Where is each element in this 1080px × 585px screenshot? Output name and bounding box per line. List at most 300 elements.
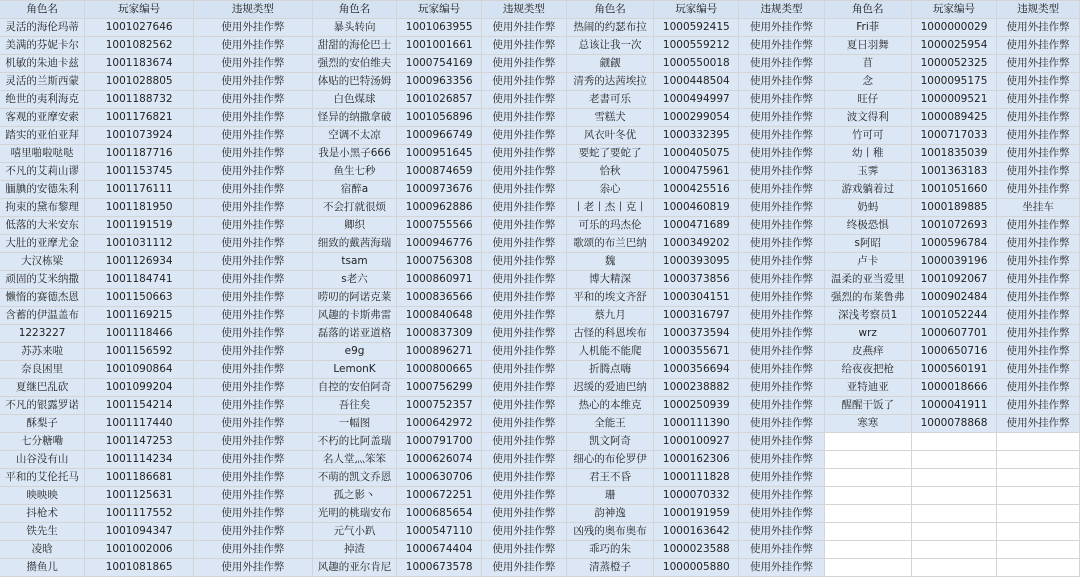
cell-player-id[interactable]: 1001026857	[397, 91, 482, 109]
cell-player-id[interactable]: 1000460819	[654, 199, 739, 217]
cell-role-name[interactable]: 一幅图	[312, 415, 397, 433]
cell-violation-type[interactable]: 使用外挂作弊	[739, 289, 825, 307]
cell-role-name[interactable]: 觎觎	[566, 55, 654, 73]
cell-role-name[interactable]: 客观的亚摩安索	[0, 109, 85, 127]
cell-role-name[interactable]: 光明的桃瑞安布	[312, 505, 397, 523]
cell-player-id[interactable]: 1000425516	[654, 181, 739, 199]
cell-violation-type[interactable]: 使用外挂作弊	[482, 19, 567, 37]
cell-role-name[interactable]: 波文得利	[824, 109, 911, 127]
cell-player-id[interactable]	[911, 469, 997, 487]
cell-player-id[interactable]: 1001056896	[397, 109, 482, 127]
cell-player-id[interactable]: 1000685654	[397, 505, 482, 523]
cell-player-id[interactable]: 1001117440	[85, 415, 194, 433]
cell-role-name[interactable]: 不萌的凯文乔恩	[312, 469, 397, 487]
cell-role-name[interactable]: 深浅考察员1	[824, 307, 911, 325]
cell-role-name[interactable]: 旺仔	[824, 91, 911, 109]
cell-player-id[interactable]: 1001072693	[911, 217, 997, 235]
cell-player-id[interactable]: 1000547110	[397, 523, 482, 541]
cell-violation-type[interactable]: 使用外挂作弊	[194, 145, 313, 163]
cell-violation-type[interactable]: 使用外挂作弊	[482, 451, 567, 469]
cell-player-id[interactable]: 1000005880	[654, 559, 739, 577]
cell-violation-type[interactable]: 使用外挂作弊	[739, 163, 825, 181]
cell-player-id[interactable]: 1001126934	[85, 253, 194, 271]
cell-player-id[interactable]: 1000111390	[654, 415, 739, 433]
cell-violation-type[interactable]: 使用外挂作弊	[482, 559, 567, 577]
cell-role-name[interactable]: 给夜夜把枪	[824, 361, 911, 379]
cell-violation-type[interactable]: 使用外挂作弊	[997, 325, 1080, 343]
cell-player-id[interactable]: 1000754169	[397, 55, 482, 73]
cell-player-id[interactable]: 1000550018	[654, 55, 739, 73]
cell-player-id[interactable]: 1000041911	[911, 397, 997, 415]
column-header-violation-type-2[interactable]: 违规类型	[482, 1, 567, 19]
cell-violation-type[interactable]: 使用外挂作弊	[997, 181, 1080, 199]
cell-violation-type[interactable]: 使用外挂作弊	[482, 307, 567, 325]
cell-player-id[interactable]	[911, 505, 997, 523]
cell-violation-type[interactable]: 使用外挂作弊	[739, 325, 825, 343]
column-header-violation-type-4[interactable]: 违规类型	[997, 1, 1080, 19]
cell-player-id[interactable]: 1000951645	[397, 145, 482, 163]
cell-role-name[interactable]: 风趣的亚尔肯尼	[312, 559, 397, 577]
cell-violation-type[interactable]: 使用外挂作弊	[194, 181, 313, 199]
cell-violation-type[interactable]: 使用外挂作弊	[482, 415, 567, 433]
cell-violation-type[interactable]: 使用外挂作弊	[739, 271, 825, 289]
cell-role-name[interactable]: 鱼生七秒	[312, 163, 397, 181]
cell-violation-type[interactable]: 使用外挂作弊	[739, 487, 825, 505]
cell-role-name[interactable]: 拘束的黛布黎理	[0, 199, 85, 217]
cell-player-id[interactable]: 1001176821	[85, 109, 194, 127]
cell-role-name[interactable]: 热心的本维克	[566, 397, 654, 415]
cell-player-id[interactable]: 1001090864	[85, 361, 194, 379]
cell-violation-type[interactable]: 使用外挂作弊	[194, 523, 313, 541]
cell-role-name[interactable]: 老書可乐	[566, 91, 654, 109]
cell-player-id[interactable]: 1000100927	[654, 433, 739, 451]
cell-player-id[interactable]: 1001073924	[85, 127, 194, 145]
cell-player-id[interactable]: 1000756299	[397, 379, 482, 397]
cell-role-name[interactable]: 奈良困里	[0, 361, 85, 379]
cell-violation-type[interactable]: 使用外挂作弊	[482, 145, 567, 163]
cell-violation-type[interactable]: 使用外挂作弊	[482, 181, 567, 199]
cell-violation-type[interactable]: 使用外挂作弊	[194, 379, 313, 397]
cell-role-name[interactable]: 铁先生	[0, 523, 85, 541]
cell-player-id[interactable]: 1000592415	[654, 19, 739, 37]
cell-violation-type[interactable]: 使用外挂作弊	[997, 109, 1080, 127]
cell-violation-type[interactable]: 使用外挂作弊	[194, 487, 313, 505]
cell-role-name[interactable]: 磊落的诺亚道格	[312, 325, 397, 343]
cell-role-name[interactable]: 珊	[566, 487, 654, 505]
cell-role-name[interactable]: 平和的埃文齐舒	[566, 289, 654, 307]
cell-player-id[interactable]: 1001117552	[85, 505, 194, 523]
cell-player-id[interactable]: 1001081865	[85, 559, 194, 577]
cell-player-id[interactable]: 1000191959	[654, 505, 739, 523]
cell-violation-type[interactable]: 使用外挂作弊	[739, 19, 825, 37]
cell-player-id[interactable]: 1000860971	[397, 271, 482, 289]
cell-violation-type[interactable]: 使用外挂作弊	[482, 289, 567, 307]
cell-role-name[interactable]: 韵神逸	[566, 505, 654, 523]
cell-role-name[interactable]: 奶蚂	[824, 199, 911, 217]
column-header-player-id-1[interactable]: 玩家编号	[85, 1, 194, 19]
cell-role-name[interactable]: 1223227	[0, 325, 85, 343]
cell-player-id[interactable]: 1001063955	[397, 19, 482, 37]
cell-role-name[interactable]: 温柔的亚当爱里	[824, 271, 911, 289]
cell-violation-type[interactable]: 使用外挂作弊	[739, 91, 825, 109]
column-header-role-name-3[interactable]: 角色名	[566, 1, 654, 19]
cell-player-id[interactable]: 1001147253	[85, 433, 194, 451]
cell-violation-type[interactable]: 使用外挂作弊	[739, 433, 825, 451]
cell-player-id[interactable]: 1000966749	[397, 127, 482, 145]
cell-violation-type[interactable]: 使用外挂作弊	[482, 433, 567, 451]
cell-role-name[interactable]: 七分糖嘞	[0, 433, 85, 451]
cell-role-name[interactable]: 凯文阿奇	[566, 433, 654, 451]
cell-violation-type[interactable]: 使用外挂作弊	[739, 109, 825, 127]
cell-role-name[interactable]	[824, 505, 911, 523]
cell-violation-type[interactable]: 使用外挂作弊	[482, 379, 567, 397]
cell-violation-type[interactable]: 使用外挂作弊	[482, 523, 567, 541]
cell-violation-type[interactable]: 使用外挂作弊	[739, 253, 825, 271]
cell-role-name[interactable]: 大汉栋梁	[0, 253, 85, 271]
cell-player-id[interactable]: 1001150663	[85, 289, 194, 307]
cell-role-name[interactable]: 大肚的亚摩尤金	[0, 235, 85, 253]
cell-player-id[interactable]	[911, 541, 997, 559]
cell-player-id[interactable]: 1001169215	[85, 307, 194, 325]
cell-player-id[interactable]: 1001099204	[85, 379, 194, 397]
cell-player-id[interactable]: 1001191519	[85, 217, 194, 235]
cell-role-name[interactable]: 灵活的海伦玛蒂	[0, 19, 85, 37]
cell-violation-type[interactable]: 使用外挂作弊	[482, 487, 567, 505]
cell-violation-type[interactable]: 使用外挂作弊	[482, 91, 567, 109]
cell-player-id[interactable]: 1001094347	[85, 523, 194, 541]
cell-role-name[interactable]: 游戏躺着过	[824, 181, 911, 199]
cell-player-id[interactable]: 1000963356	[397, 73, 482, 91]
cell-role-name[interactable]: 折腾点嗨	[566, 361, 654, 379]
cell-player-id[interactable]: 1000756308	[397, 253, 482, 271]
cell-violation-type[interactable]: 使用外挂作弊	[997, 361, 1080, 379]
cell-role-name[interactable]: 风趣的卡斯弗雷	[312, 307, 397, 325]
cell-role-name[interactable]: 歌颂的布兰巴纳	[566, 235, 654, 253]
cell-role-name[interactable]: 夏日羽舞	[824, 37, 911, 55]
cell-violation-type[interactable]: 使用外挂作弊	[739, 235, 825, 253]
cell-role-name[interactable]: 古怪的科恩埃布	[566, 325, 654, 343]
cell-role-name[interactable]: 山谷没有山	[0, 451, 85, 469]
cell-role-name[interactable]: 名人堂灬笨笨	[312, 451, 397, 469]
cell-violation-type[interactable]: 使用外挂作弊	[997, 55, 1080, 73]
cell-violation-type[interactable]: 使用外挂作弊	[482, 505, 567, 523]
cell-player-id[interactable]: 1001183674	[85, 55, 194, 73]
cell-violation-type[interactable]: 使用外挂作弊	[194, 451, 313, 469]
cell-role-name[interactable]: 终极恐惧	[824, 217, 911, 235]
cell-violation-type[interactable]	[997, 559, 1080, 577]
cell-role-name[interactable]: 丨老丨杰丨克丨	[566, 199, 654, 217]
cell-violation-type[interactable]: 使用外挂作弊	[194, 37, 313, 55]
cell-role-name[interactable]: 恰秋	[566, 163, 654, 181]
cell-violation-type[interactable]: 使用外挂作弊	[739, 199, 825, 217]
cell-role-name[interactable]	[824, 487, 911, 505]
cell-violation-type[interactable]: 使用外挂作弊	[482, 199, 567, 217]
cell-player-id[interactable]	[911, 523, 997, 541]
cell-player-id[interactable]: 1000800665	[397, 361, 482, 379]
cell-violation-type[interactable]	[997, 469, 1080, 487]
cell-role-name[interactable]: 不凡的银露罗诺	[0, 397, 85, 415]
cell-player-id[interactable]: 1000837309	[397, 325, 482, 343]
cell-role-name[interactable]: 竹可可	[824, 127, 911, 145]
cell-player-id[interactable]: 1000095175	[911, 73, 997, 91]
cell-player-id[interactable]: 1000373856	[654, 271, 739, 289]
cell-role-name[interactable]	[824, 559, 911, 577]
cell-role-name[interactable]: 懒惰的赛德杰恩	[0, 289, 85, 307]
cell-role-name[interactable]	[824, 541, 911, 559]
cell-role-name[interactable]: 机敏的朱迪卡兹	[0, 55, 85, 73]
cell-role-name[interactable]: 尜心	[566, 181, 654, 199]
cell-violation-type[interactable]: 使用外挂作弊	[482, 397, 567, 415]
column-header-player-id-2[interactable]: 玩家编号	[397, 1, 482, 19]
cell-role-name[interactable]: 玉霁	[824, 163, 911, 181]
cell-role-name[interactable]: 平和的艾伦托马	[0, 469, 85, 487]
column-header-role-name-1[interactable]: 角色名	[0, 1, 85, 19]
cell-role-name[interactable]: 顽固的艾米纳撒	[0, 271, 85, 289]
cell-violation-type[interactable]: 使用外挂作弊	[194, 55, 313, 73]
cell-player-id[interactable]: 1000111828	[654, 469, 739, 487]
cell-violation-type[interactable]: 使用外挂作弊	[482, 325, 567, 343]
cell-violation-type[interactable]: 使用外挂作弊	[194, 109, 313, 127]
cell-player-id[interactable]: 1000332395	[654, 127, 739, 145]
cell-violation-type[interactable]: 使用外挂作弊	[194, 217, 313, 235]
cell-player-id[interactable]: 1001001661	[397, 37, 482, 55]
cell-player-id[interactable]: 1000630706	[397, 469, 482, 487]
cell-player-id[interactable]: 1001181950	[85, 199, 194, 217]
cell-role-name[interactable]: Fri菲	[824, 19, 911, 37]
cell-role-name[interactable]: 幼丨稚	[824, 145, 911, 163]
cell-role-name[interactable]: 嘻里啪啦哒哒	[0, 145, 85, 163]
cell-player-id[interactable]: 1000405075	[654, 145, 739, 163]
cell-role-name[interactable]: 总该让我一次	[566, 37, 654, 55]
cell-role-name[interactable]: 清秀的达茜埃拉	[566, 73, 654, 91]
cell-violation-type[interactable]: 使用外挂作弊	[739, 523, 825, 541]
cell-role-name[interactable]: 皮燕痒	[824, 343, 911, 361]
cell-violation-type[interactable]: 使用外挂作弊	[194, 433, 313, 451]
cell-violation-type[interactable]: 使用外挂作弊	[997, 235, 1080, 253]
cell-player-id[interactable]: 1000000029	[911, 19, 997, 37]
cell-violation-type[interactable]	[997, 451, 1080, 469]
cell-player-id[interactable]: 1000189885	[911, 199, 997, 217]
cell-violation-type[interactable]: 使用外挂作弊	[194, 505, 313, 523]
cell-violation-type[interactable]: 使用外挂作弊	[997, 343, 1080, 361]
cell-player-id[interactable]: 1000673578	[397, 559, 482, 577]
cell-role-name[interactable]: 绝世的夷利海克	[0, 91, 85, 109]
cell-player-id[interactable]	[911, 487, 997, 505]
cell-player-id[interactable]: 1000475961	[654, 163, 739, 181]
cell-violation-type[interactable]: 使用外挂作弊	[997, 127, 1080, 145]
cell-violation-type[interactable]: 使用外挂作弊	[194, 127, 313, 145]
cell-player-id[interactable]: 1000596784	[911, 235, 997, 253]
cell-player-id[interactable]: 1000962886	[397, 199, 482, 217]
cell-player-id[interactable]: 1000973676	[397, 181, 482, 199]
cell-role-name[interactable]: 可乐的玛杰伦	[566, 217, 654, 235]
cell-violation-type[interactable]: 坐挂车	[997, 199, 1080, 217]
cell-violation-type[interactable]: 使用外挂作弊	[739, 145, 825, 163]
cell-role-name[interactable]: s老六	[312, 271, 397, 289]
cell-role-name[interactable]: 苜	[824, 55, 911, 73]
cell-role-name[interactable]: 怪异的纳撒拿破	[312, 109, 397, 127]
cell-role-name[interactable]: 元气小趴	[312, 523, 397, 541]
cell-violation-type[interactable]: 使用外挂作弊	[997, 91, 1080, 109]
cell-player-id[interactable]: 1000560191	[911, 361, 997, 379]
cell-violation-type[interactable]: 使用外挂作弊	[997, 145, 1080, 163]
cell-role-name[interactable]: 含蓄的伊温盖布	[0, 307, 85, 325]
cell-role-name[interactable]: 雪糕犬	[566, 109, 654, 127]
cell-violation-type[interactable]: 使用外挂作弊	[482, 109, 567, 127]
column-header-violation-type-3[interactable]: 违规类型	[739, 1, 825, 19]
cell-player-id[interactable]: 1000078868	[911, 415, 997, 433]
cell-violation-type[interactable]: 使用外挂作弊	[482, 37, 567, 55]
cell-player-id[interactable]: 1000717033	[911, 127, 997, 145]
cell-violation-type[interactable]: 使用外挂作弊	[997, 289, 1080, 307]
cell-role-name[interactable]: 攒鱼儿	[0, 559, 85, 577]
cell-violation-type[interactable]: 使用外挂作弊	[482, 469, 567, 487]
cell-role-name[interactable]: 君王不昏	[566, 469, 654, 487]
cell-role-name[interactable]: 空调不太凉	[312, 127, 397, 145]
cell-violation-type[interactable]: 使用外挂作弊	[482, 55, 567, 73]
cell-role-name[interactable]: 不凡的艾莉山谬	[0, 163, 85, 181]
cell-player-id[interactable]: 1000052325	[911, 55, 997, 73]
cell-violation-type[interactable]: 使用外挂作弊	[482, 235, 567, 253]
cell-violation-type[interactable]: 使用外挂作弊	[482, 127, 567, 145]
cell-player-id[interactable]: 1000672251	[397, 487, 482, 505]
cell-violation-type[interactable]: 使用外挂作弊	[997, 37, 1080, 55]
cell-violation-type[interactable]: 使用外挂作弊	[739, 307, 825, 325]
cell-role-name[interactable]: 不朽的比阿盖瑞	[312, 433, 397, 451]
cell-violation-type[interactable]	[997, 433, 1080, 451]
cell-violation-type[interactable]: 使用外挂作弊	[194, 19, 313, 37]
cell-role-name[interactable]: 凶残的奥布奥布	[566, 523, 654, 541]
cell-role-name[interactable]: e9g	[312, 343, 397, 361]
cell-violation-type[interactable]: 使用外挂作弊	[997, 19, 1080, 37]
cell-violation-type[interactable]: 使用外挂作弊	[482, 361, 567, 379]
column-header-player-id-3[interactable]: 玩家编号	[654, 1, 739, 19]
cell-role-name[interactable]: 清蒸橙子	[566, 559, 654, 577]
cell-violation-type[interactable]	[997, 523, 1080, 541]
cell-violation-type[interactable]: 使用外挂作弊	[194, 289, 313, 307]
cell-violation-type[interactable]: 使用外挂作弊	[482, 217, 567, 235]
cell-role-name[interactable]: 强烈的布莱鲁弗	[824, 289, 911, 307]
cell-role-name[interactable]: 美满的芬妮卡尔	[0, 37, 85, 55]
cell-player-id[interactable]: 1001092067	[911, 271, 997, 289]
cell-role-name[interactable]: 夏继巴乱砍	[0, 379, 85, 397]
cell-violation-type[interactable]: 使用外挂作弊	[739, 451, 825, 469]
cell-role-name[interactable]: 博大精深	[566, 271, 654, 289]
cell-violation-type[interactable]: 使用外挂作弊	[739, 55, 825, 73]
cell-player-id[interactable]: 1000840648	[397, 307, 482, 325]
cell-role-name[interactable]: 人机能不能爬	[566, 343, 654, 361]
cell-player-id[interactable]	[911, 559, 997, 577]
column-header-player-id-4[interactable]: 玩家编号	[911, 1, 997, 19]
cell-violation-type[interactable]: 使用外挂作弊	[194, 541, 313, 559]
cell-player-id[interactable]: 1000162306	[654, 451, 739, 469]
cell-player-id[interactable]: 1001027646	[85, 19, 194, 37]
cell-role-name[interactable]: 念	[824, 73, 911, 91]
cell-violation-type[interactable]: 使用外挂作弊	[739, 379, 825, 397]
cell-player-id[interactable]: 1000355671	[654, 343, 739, 361]
cell-player-id[interactable]: 1000674404	[397, 541, 482, 559]
cell-role-name[interactable]: 白色煤球	[312, 91, 397, 109]
cell-player-id[interactable]: 1000039196	[911, 253, 997, 271]
cell-player-id[interactable]: 1001154214	[85, 397, 194, 415]
cell-violation-type[interactable]	[997, 505, 1080, 523]
cell-role-name[interactable]: 宿醉a	[312, 181, 397, 199]
cell-role-name[interactable]	[824, 433, 911, 451]
cell-role-name[interactable]: 低落的大米安东	[0, 217, 85, 235]
cell-role-name[interactable]: 我是小黑子666	[312, 145, 397, 163]
cell-role-name[interactable]: 苏苏来啦	[0, 343, 85, 361]
cell-violation-type[interactable]: 使用外挂作弊	[997, 163, 1080, 181]
cell-player-id[interactable]: 1001186681	[85, 469, 194, 487]
column-header-violation-type-1[interactable]: 违规类型	[194, 1, 313, 19]
cell-violation-type[interactable]: 使用外挂作弊	[997, 397, 1080, 415]
cell-role-name[interactable]: LemonK	[312, 361, 397, 379]
cell-player-id[interactable]: 1000752357	[397, 397, 482, 415]
cell-role-name[interactable]	[824, 451, 911, 469]
cell-violation-type[interactable]: 使用外挂作弊	[194, 91, 313, 109]
cell-violation-type[interactable]: 使用外挂作弊	[194, 559, 313, 577]
cell-player-id[interactable]: 1000025954	[911, 37, 997, 55]
cell-player-id[interactable]: 1000471689	[654, 217, 739, 235]
cell-violation-type[interactable]: 使用外挂作弊	[482, 73, 567, 91]
cell-violation-type[interactable]: 使用外挂作弊	[997, 217, 1080, 235]
cell-role-name[interactable]: 腼腆的安德朱利	[0, 181, 85, 199]
cell-violation-type[interactable]	[997, 487, 1080, 505]
cell-player-id[interactable]: 1000607701	[911, 325, 997, 343]
cell-violation-type[interactable]	[997, 541, 1080, 559]
cell-role-name[interactable]: 酥梨子	[0, 415, 85, 433]
cell-player-id[interactable]: 1000250939	[654, 397, 739, 415]
cell-violation-type[interactable]: 使用外挂作弊	[482, 163, 567, 181]
cell-violation-type[interactable]: 使用外挂作弊	[997, 73, 1080, 91]
cell-role-name[interactable]: 风衣叶冬优	[566, 127, 654, 145]
cell-violation-type[interactable]: 使用外挂作弊	[739, 127, 825, 145]
cell-player-id[interactable]: 1000650716	[911, 343, 997, 361]
cell-violation-type[interactable]: 使用外挂作弊	[194, 235, 313, 253]
cell-role-name[interactable]: 映映映	[0, 487, 85, 505]
cell-violation-type[interactable]: 使用外挂作弊	[482, 271, 567, 289]
cell-role-name[interactable]: 自控的安伯阿奇	[312, 379, 397, 397]
cell-player-id[interactable]: 1000448504	[654, 73, 739, 91]
cell-player-id[interactable]: 1001188732	[85, 91, 194, 109]
cell-violation-type[interactable]: 使用外挂作弊	[194, 415, 313, 433]
cell-role-name[interactable]: 细心的布伦罗伊	[566, 451, 654, 469]
cell-violation-type[interactable]: 使用外挂作弊	[194, 307, 313, 325]
cell-violation-type[interactable]: 使用外挂作弊	[194, 469, 313, 487]
cell-player-id[interactable]: 1000896271	[397, 343, 482, 361]
cell-role-name[interactable]: 凌晗	[0, 541, 85, 559]
cell-player-id[interactable]: 1000089425	[911, 109, 997, 127]
cell-role-name[interactable]: 亚特迪亚	[824, 379, 911, 397]
cell-violation-type[interactable]: 使用外挂作弊	[194, 73, 313, 91]
cell-player-id[interactable]: 1000018666	[911, 379, 997, 397]
cell-player-id[interactable]	[911, 433, 997, 451]
cell-player-id[interactable]: 1001002006	[85, 541, 194, 559]
cell-violation-type[interactable]: 使用外挂作弊	[739, 505, 825, 523]
cell-role-name[interactable]: 细致的戴茜海瑞	[312, 235, 397, 253]
cell-violation-type[interactable]: 使用外挂作弊	[739, 73, 825, 91]
cell-violation-type[interactable]: 使用外挂作弊	[482, 343, 567, 361]
cell-role-name[interactable]: tsam	[312, 253, 397, 271]
cell-role-name[interactable]: 不会打就很烦	[312, 199, 397, 217]
cell-violation-type[interactable]: 使用外挂作弊	[739, 37, 825, 55]
cell-player-id[interactable]: 1001114234	[85, 451, 194, 469]
cell-role-name[interactable]	[824, 469, 911, 487]
cell-player-id[interactable]: 1001184741	[85, 271, 194, 289]
cell-player-id[interactable]: 1000316797	[654, 307, 739, 325]
cell-player-id[interactable]: 1000755566	[397, 217, 482, 235]
cell-player-id[interactable]: 1001835039	[911, 145, 997, 163]
